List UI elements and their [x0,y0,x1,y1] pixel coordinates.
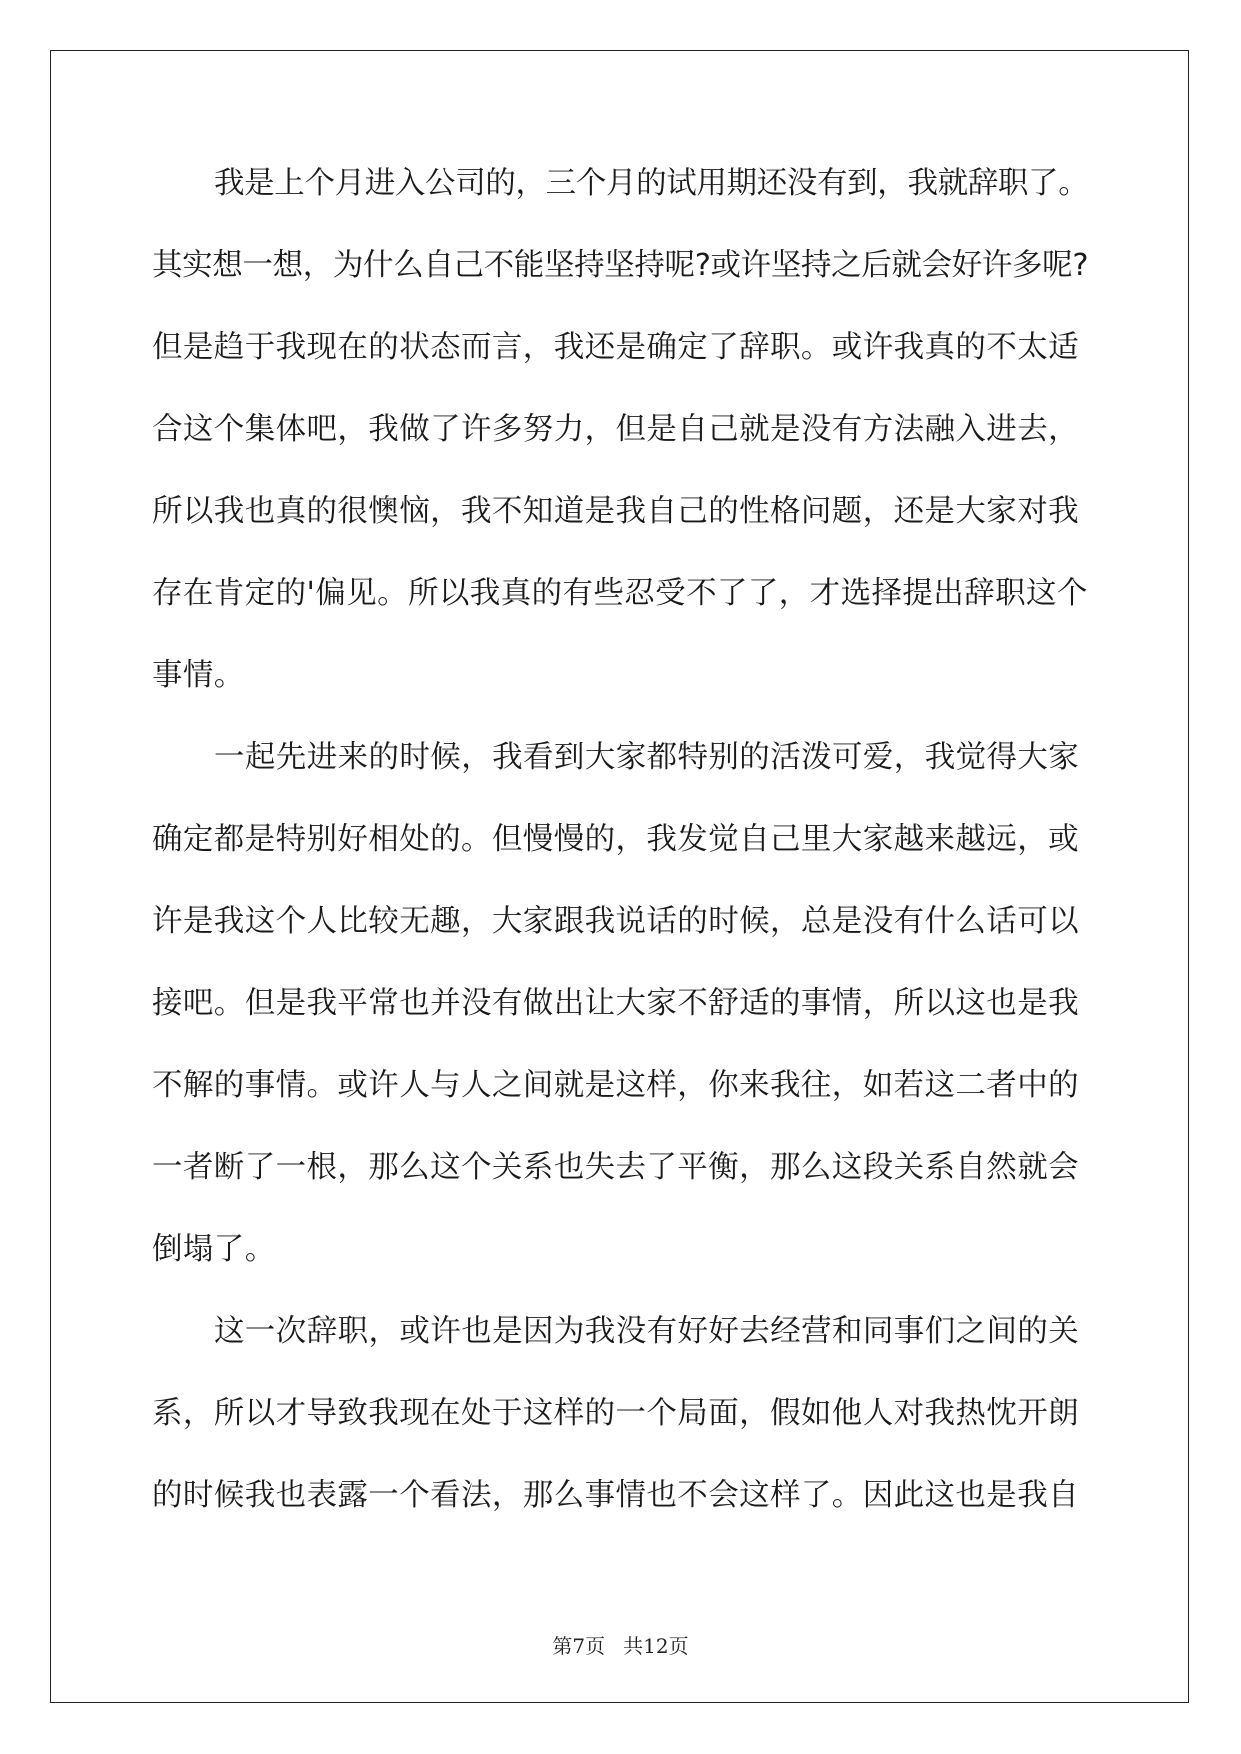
paragraph-line: 存在肯定的'偏见。所以我真的有些忍受不了了，才选择提出辞职这个 [152,576,1088,611]
page-footer [0,1630,1241,1659]
paragraph-line: 一者断了一根，那么这个关系也失去了平衡，那么这段关系自然就会 [152,1150,1079,1185]
paragraph-line: 事情。 [152,658,245,693]
paragraph-line: 确定都是特别好相处的。但慢慢的，我发觉自己里大家越来越远，或 [152,822,1079,857]
paragraph-line: 所以我也真的很懊恼，我不知道是我自己的性格问题，还是大家对我 [152,494,1079,529]
page-total: 共12页 [623,1634,689,1658]
paragraph-line: 这一次辞职，或许也是因为我没有好好去经营和同事们之间的关 [214,1314,1080,1349]
paragraph-line: 系，所以才导致我现在处于这样的一个局面，假如他人对我热忱开朗 [152,1396,1079,1431]
paragraph-line: 许是我这个人比较无趣，大家跟我说话的时候，总是没有什么话可以 [152,904,1079,939]
paragraph-line: 的时候我也表露一个看法，那么事情也不会这样了。因此这也是我自 [152,1478,1079,1513]
page-number: 第7页 [552,1634,606,1658]
paragraph-line: 但是趋于我现在的状态而言，我还是确定了辞职。或许我真的不太适 [152,330,1079,365]
paragraph-line: 不解的事情。或许人与人之间就是这样，你来我往，如若这二者中的 [152,1068,1079,1103]
paragraph-line: 合这个集体吧，我做了许多努力，但是自己就是没有方法融入进去， [152,412,1079,447]
paragraph-line: 其实想一想，为什么自己不能坚持坚持呢?或许坚持之后就会好许多呢? [152,248,1089,283]
paragraph-line: 接吧。但是我平常也并没有做出让大家不舒适的事情，所以这也是我 [152,986,1079,1021]
paragraph-line: 我是上个月进入公司的，三个月的试用期还没有到，我就辞职了。 [214,166,1089,201]
document-body [152,162,1092,1556]
paragraph-line: 倒塌了。 [152,1232,276,1267]
paragraph-line: 一起先进来的时候，我看到大家都特别的活泼可爱，我觉得大家 [214,740,1080,775]
